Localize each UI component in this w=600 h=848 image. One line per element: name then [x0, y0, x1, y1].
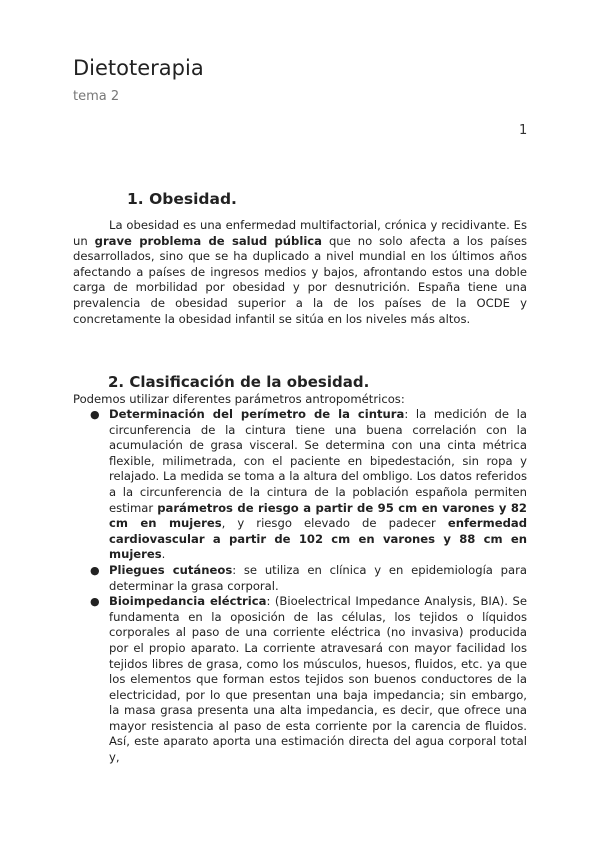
list-item-text: : la medición de la circunferencia de la cintura tiene una buena correlación con la acumulación de grasa visceral. Se determina con una cinta métrica flexible, milimetrada, con el paciente en bipedestación, sin ropa y relajado. La medida se toma a la altura del ombligo. Los datos referidos a la circunferencia de la cintura de la población española permiten estimar	[109, 407, 527, 515]
list-item-bold: parámetros de riesgo a partir de 95 cm en varones y 82 cm en mujeres	[109, 500, 527, 531]
clasificacion-intro: Podemos utilizar diferentes parámetros antropométricos:	[73, 392, 405, 406]
list-item-text: : (Bioelectrical Impedance Analysis, BIA). Se fundamenta en la oposición de las células, los tejidos o líquidos corporales al paso de una corriente eléctrica (no invasiva) producida por el propio aparato. La corriente atravesará con mayor facilidad los tejidos libres de grasa, como los músculos, huesos, fluidos, etc. ya que los elementos que forman estos tejidos son buenos conductores de la electricidad, por lo que presentan una baja impedancia; sin embargo, la masa grasa presenta una alta impedancia, es decir, que ofrece una mayor resistencia al paso de esta corriente por la carencia de fluidos. Así, este aparato aporta una estimación directa del agua corporal total y,	[109, 594, 528, 765]
list-item-bold: Bioimpedancia eléctrica	[109, 594, 267, 609]
section-heading-clasificacion: 2. Clasificación de la obesidad.	[108, 373, 370, 391]
section-heading-obesidad: 1. Obesidad.	[127, 190, 237, 208]
parameter-list	[73, 407, 527, 766]
obesidad-paragraph	[73, 218, 527, 327]
bullet-icon: ●	[90, 595, 100, 609]
document-title: Dietoterapia	[73, 56, 204, 80]
list-item-text: : se utiliza en clínica y en epidemiología para determinar la grasa corporal.	[109, 562, 527, 593]
list-item	[73, 563, 527, 594]
list-item	[73, 407, 527, 563]
list-item-text: .	[161, 547, 166, 562]
list-item	[73, 594, 527, 766]
paragraph-text: que no solo afecta a los países desarrollados, sino que se ha duplicado a nivel mundial en los últimos años afectando a países de ingresos medios y bajos, afrontando estos una doble carga de morbilidad por obesidad y por desnutrición. España tiene una prevalencia de obesidad superior a la de los países de la OCDE y concretamente la obesidad infantil se sitúa en los niveles más altos.	[73, 233, 527, 326]
paragraph-text: La obesidad es una enfermedad multifactorial, crónica y recidivante. Es un	[73, 218, 527, 248]
list-item-text: , y riesgo elevado de padecer	[221, 516, 448, 531]
list-item-bold: Pliegues cutáneos	[109, 562, 233, 577]
page-number: 1	[519, 123, 528, 138]
document-subtitle: tema 2	[73, 89, 120, 104]
bullet-icon: ●	[90, 563, 100, 577]
list-item-bold: Determinación del perímetro de la cintura	[109, 407, 405, 421]
paragraph-bold-text: grave problema de salud pública	[94, 233, 322, 248]
bullet-icon: ●	[90, 408, 100, 421]
list-item-bold: enfermedad cardiovascular a partir de 102 cm en varones y 88 cm en mujeres	[109, 516, 527, 562]
